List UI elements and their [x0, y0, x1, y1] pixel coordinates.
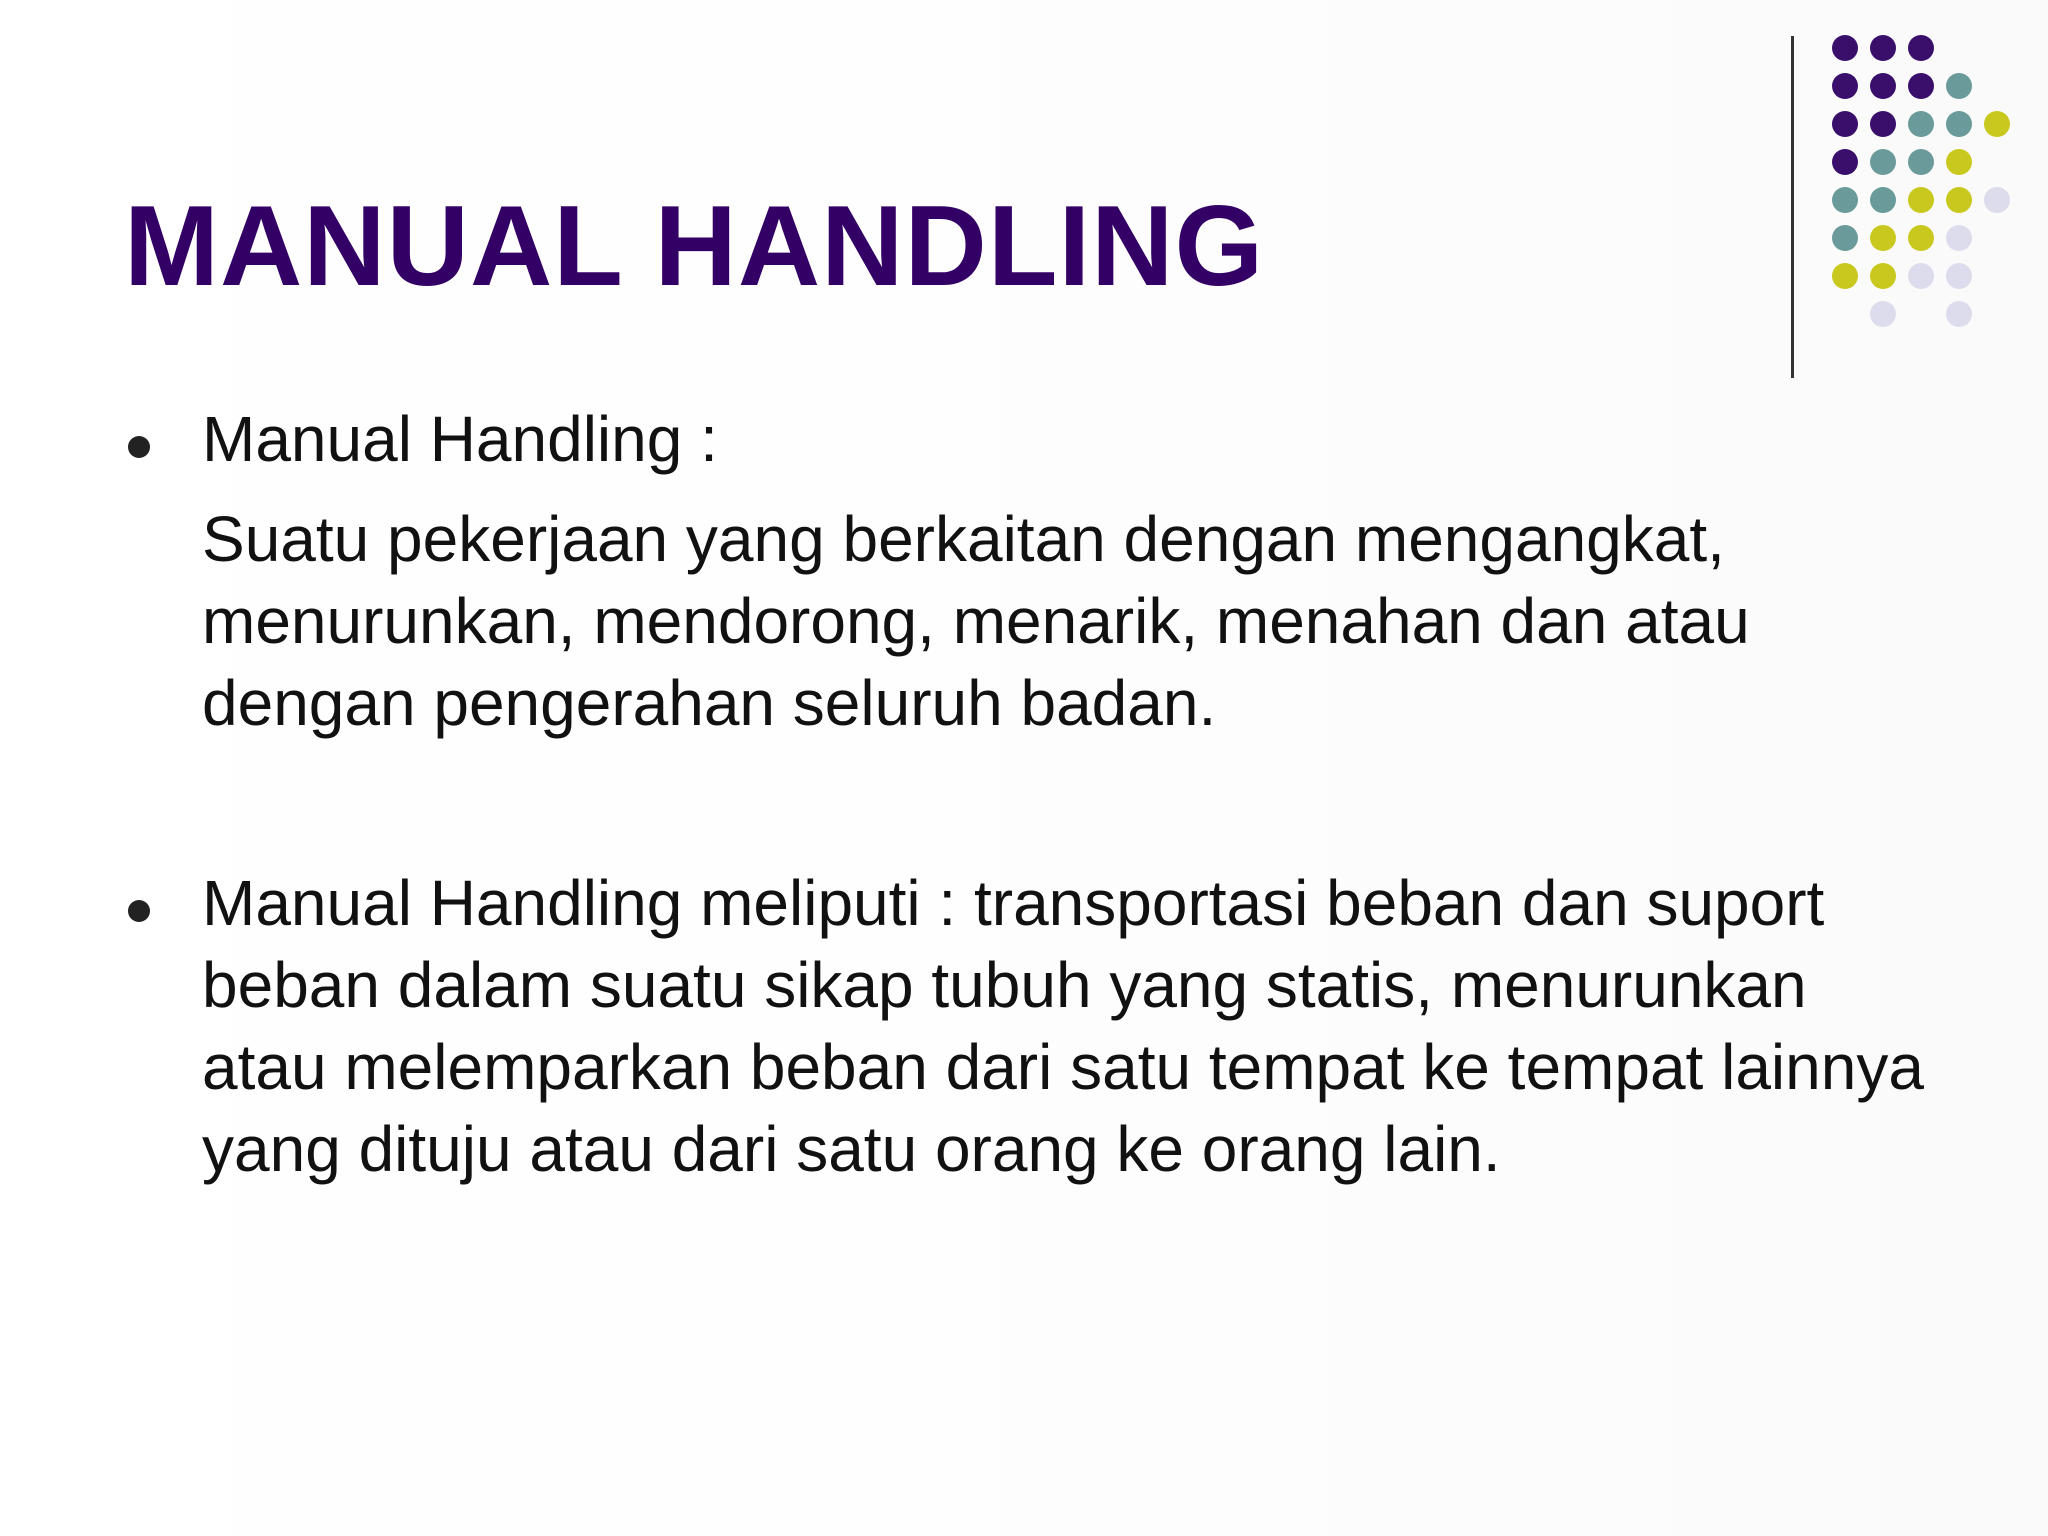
decorative-dot: [1832, 149, 1858, 175]
decorative-dot: [1984, 187, 2010, 213]
decorative-dot: [1946, 149, 1972, 175]
bullet-list: [120, 398, 1940, 1190]
decorative-dot: [1832, 187, 1858, 213]
bullet-dot-icon: [128, 436, 150, 458]
decorative-dot: [1908, 187, 1934, 213]
decorative-dot: [1832, 73, 1858, 99]
decorative-dot: [1832, 225, 1858, 251]
decorative-dot: [1870, 225, 1896, 251]
decorative-dot: [1870, 73, 1896, 99]
decorative-dot: [1946, 73, 1972, 99]
decorative-dot: [1946, 301, 1972, 327]
decorative-dot: [1908, 263, 1934, 289]
decorative-dot: [1984, 111, 2010, 137]
decorative-dot: [1870, 301, 1896, 327]
decorative-dot: [1870, 35, 1896, 61]
slide-title: MANUAL HANDLING: [124, 183, 1265, 310]
bullet-item-definition: [120, 398, 1940, 744]
bullet-lead-text: Manual Handling :: [202, 403, 718, 475]
decorative-dot: [1832, 263, 1858, 289]
bullet-body-text: Suatu pekerjaan yang berkaitan dengan mengangkat, menurunkan, mendorong, menarik, menahan dan atau dengan pengerahan seluruh badan.: [202, 503, 1750, 739]
decorative-dot: [1870, 111, 1896, 137]
bullet-dot-icon: [128, 900, 150, 922]
bullet-item-scope: [120, 862, 1940, 1190]
decorative-dot: [1946, 225, 1972, 251]
vertical-divider-line: [1791, 36, 1794, 378]
decorative-dot: [1832, 111, 1858, 137]
decorative-dot: [1908, 225, 1934, 251]
decorative-dot: [1946, 263, 1972, 289]
decorative-dot: [1908, 73, 1934, 99]
decorative-dot: [1908, 149, 1934, 175]
decorative-dot: [1832, 35, 1858, 61]
decorative-dot: [1908, 35, 1934, 61]
decorative-dot: [1946, 111, 1972, 137]
decorative-dot: [1870, 149, 1896, 175]
decorative-dot: [1908, 111, 1934, 137]
decorative-dot: [1946, 187, 1972, 213]
decorative-dot: [1870, 263, 1896, 289]
decorative-dot: [1870, 187, 1896, 213]
bullet-body-text: Manual Handling meliputi : transportasi beban dan suport beban dalam suatu sikap tubuh yang statis, menurunkan atau melemparkan beban dari satu tempat ke tempat lainnya yang dituju atau dari satu orang ke orang lain.: [202, 867, 1924, 1185]
